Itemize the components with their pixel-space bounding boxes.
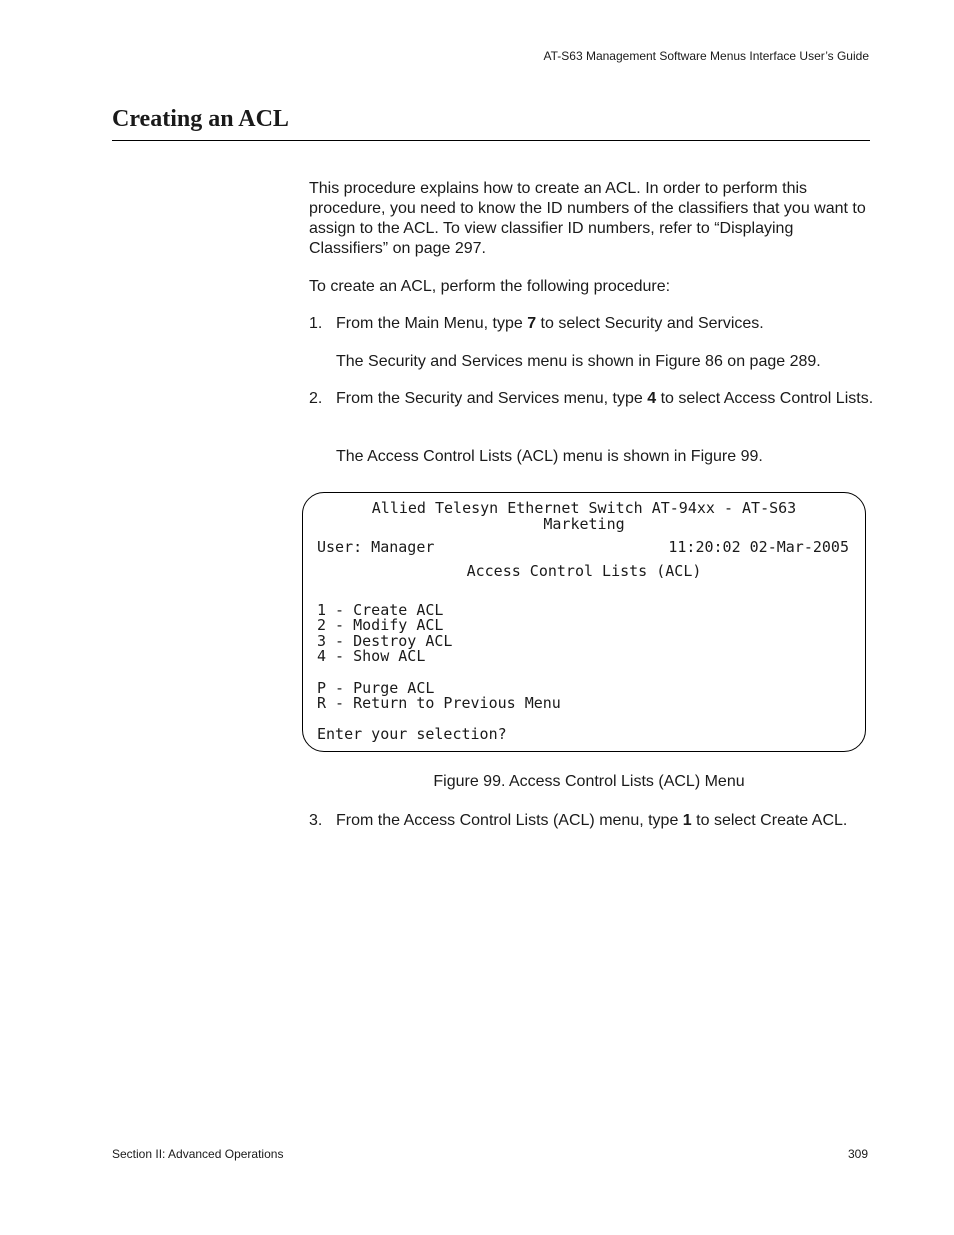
terminal-screen [302, 492, 866, 752]
menu-option-show-acl: 4 - Show ACL [317, 647, 426, 665]
title-rule [112, 140, 870, 141]
procedure-intro: To create an ACL, perform the following procedure: [309, 278, 671, 295]
step-key: 1 [682, 812, 692, 829]
step-2 [309, 389, 874, 409]
step-number: 3. [309, 812, 323, 829]
step-key: 4 [647, 390, 657, 407]
step-1 [309, 314, 874, 334]
footer-section: Section II: Advanced Operations [112, 1147, 284, 1161]
step-text [336, 314, 874, 334]
menu-option-destroy-acl: 3 - Destroy ACL [317, 632, 453, 650]
running-header: AT-S63 Management Software Menus Interface User’s Guide [543, 49, 869, 63]
terminal-menu-title: Access Control Lists (ACL) [466, 562, 702, 580]
step-text [336, 389, 874, 409]
step-number: 2. [309, 390, 323, 407]
step-text [336, 811, 874, 831]
menu-option-modify-acl: 2 - Modify ACL [317, 616, 444, 634]
step-text-pre: From the Access Control Lists (ACL) menu, type [336, 812, 683, 829]
step-text-pre: From the Main Menu, type [336, 315, 528, 332]
terminal-title: Allied Telesyn Ethernet Switch AT-94xx - AT-S63 [371, 499, 797, 517]
section-title: Creating an ACL [112, 106, 289, 132]
step-3 [309, 811, 874, 831]
terminal-subtitle: Marketing [543, 515, 625, 533]
step-text-post: to select Security and Services. [536, 315, 764, 332]
step-text-pre: From the Security and Services menu, type [336, 390, 648, 407]
figure-caption: Figure 99. Access Control Lists (ACL) Menu [433, 773, 745, 790]
step-number: 1. [309, 315, 323, 332]
step-text-post: to select Create ACL. [691, 812, 848, 829]
menu-option-create-acl: 1 - Create ACL [317, 601, 444, 619]
terminal-prompt: Enter your selection? [317, 725, 507, 743]
terminal-user: User: Manager [317, 538, 435, 556]
step-1-note: The Security and Services menu is shown in Figure 86 on page 289. [336, 353, 821, 370]
terminal-datetime: 11:20:02 02-Mar-2005 [668, 538, 849, 556]
step-text-post: to select Access Control Lists. [656, 390, 874, 407]
step-2-note: The Access Control Lists (ACL) menu is shown in Figure 99. [336, 448, 763, 465]
menu-option-return: R - Return to Previous Menu [317, 694, 561, 712]
menu-option-purge-acl: P - Purge ACL [317, 679, 435, 697]
page-number: 309 [847, 1147, 868, 1161]
step-key: 7 [527, 315, 537, 332]
intro-paragraph: This procedure explains how to create an ACL. In order to perform this procedure, you need to know the ID numbers of the classifiers that you want to assign to the ACL. To view classifier ID numbers, refer to “Displaying Classifiers” on page 297. [309, 180, 866, 257]
